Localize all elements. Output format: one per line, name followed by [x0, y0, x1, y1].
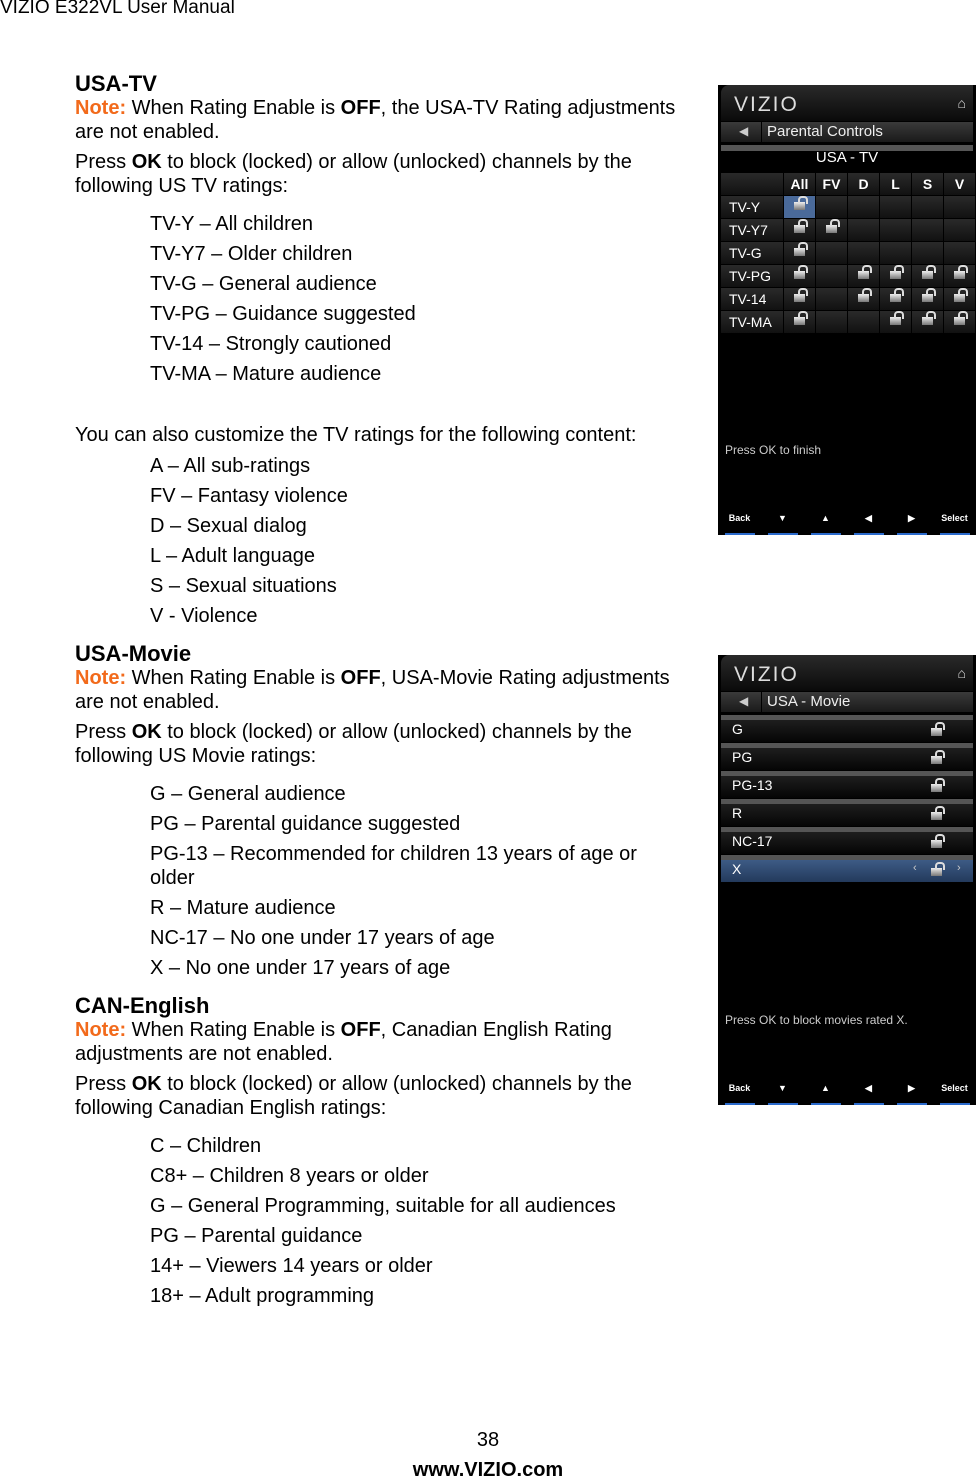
unlocked-icon — [826, 225, 837, 233]
grid-cell[interactable] — [784, 288, 815, 310]
unlocked-icon — [890, 294, 901, 302]
grid-cell[interactable] — [784, 242, 815, 264]
grid-cell[interactable] — [944, 196, 975, 218]
unlocked-icon — [858, 294, 869, 302]
rating-item: TV-Y – All children — [150, 213, 314, 235]
ok-text: OK — [131, 721, 162, 743]
remote-button[interactable]: ▶ — [897, 513, 927, 535]
rating-label: PG-13 — [732, 777, 773, 793]
remote-button[interactable]: ◀ — [854, 1083, 884, 1105]
rating-item: R – Mature audience — [150, 897, 336, 919]
note-label: Note: — [75, 97, 127, 119]
remote-button[interactable]: Select — [940, 513, 970, 535]
grid-cell[interactable] — [848, 265, 879, 287]
rating-item: C8+ – Children 8 years or older — [150, 1165, 429, 1187]
row-label: TV-Y — [721, 196, 783, 218]
column-header: D — [848, 173, 879, 195]
unlocked-icon — [858, 271, 869, 279]
content-item: A – All sub-ratings — [150, 455, 311, 477]
off-text: OFF — [340, 667, 381, 689]
tv-screen-usa-movie — [718, 655, 976, 1105]
breadcrumb[interactable]: ◀ USA - Movie — [721, 692, 973, 712]
rating-label: NC-17 — [732, 833, 773, 849]
grid-row — [721, 219, 976, 241]
breadcrumb[interactable]: ◀ Parental Controls — [721, 122, 973, 142]
unlocked-icon — [931, 868, 942, 876]
ok-text: OK — [131, 1073, 162, 1095]
content-item: FV – Fantasy violence — [150, 485, 348, 507]
grid-cell[interactable] — [912, 265, 943, 287]
note-text: When Rating Enable is — [126, 97, 341, 119]
right-arrow-icon[interactable]: › — [957, 862, 961, 874]
content-item: S – Sexual situations — [150, 575, 337, 597]
rating-item: TV-G – General audience — [150, 273, 377, 295]
grid-cell[interactable] — [848, 196, 879, 218]
grid-row — [721, 242, 976, 264]
unlocked-icon — [794, 202, 805, 210]
row-label: TV-G — [721, 242, 783, 264]
grid-cell[interactable] — [880, 196, 911, 218]
rating-item: TV-14 – Strongly cautioned — [150, 333, 392, 355]
grid-cell[interactable] — [880, 311, 911, 333]
content-item: V - Violence — [150, 605, 258, 627]
grid-cell[interactable] — [784, 196, 815, 218]
remote-button[interactable]: Select — [940, 1083, 970, 1105]
custom-paragraph: You can also customize the TV ratings for the following content: — [75, 424, 637, 446]
column-header: V — [944, 173, 975, 195]
rating-item: TV-Y7 – Older children — [150, 243, 353, 265]
tv-screen-usa-tv — [718, 85, 976, 535]
note-text: When Rating Enable is — [126, 667, 341, 689]
note-paragraph — [75, 96, 700, 144]
instruction-text: Press — [75, 1073, 132, 1095]
grid-row — [721, 265, 976, 287]
grid-cell[interactable] — [784, 265, 815, 287]
movie-rating-row[interactable] — [721, 827, 973, 854]
page-header: VIZIO E322VL User Manual — [0, 0, 235, 18]
movie-rating-row[interactable] — [721, 715, 973, 742]
screen-subtitle: USA - TV — [815, 149, 879, 166]
home-icon[interactable]: ⌂ — [957, 95, 966, 111]
usa-tv-heading: USA-TV — [75, 71, 157, 96]
note-paragraph — [75, 1018, 700, 1066]
grid-cell[interactable] — [912, 311, 943, 333]
remote-button[interactable]: ▼ — [768, 513, 798, 535]
button-bar — [718, 507, 976, 535]
movie-rating-row[interactable] — [721, 855, 973, 882]
page-number: 38 — [476, 1429, 500, 1451]
rating-item: 18+ – Adult programming — [150, 1285, 375, 1307]
unlocked-icon — [922, 317, 933, 325]
grid-cell[interactable] — [848, 288, 879, 310]
status-text: Press OK to finish — [725, 443, 822, 457]
rating-item: C – Children — [150, 1135, 262, 1157]
grid-cell[interactable] — [944, 242, 975, 264]
column-header: FV — [816, 173, 847, 195]
remote-button[interactable]: Back — [725, 513, 755, 535]
remote-button[interactable]: Back — [725, 1083, 755, 1105]
instruction-text: to block (locked) or allow (unlocked) channels by the following Canadian English ratings: — [75, 1073, 632, 1119]
unlocked-icon — [794, 225, 805, 233]
unlocked-icon — [931, 812, 942, 820]
back-arrow-icon[interactable]: ◀ — [739, 694, 749, 708]
row-label: TV-MA — [721, 311, 783, 333]
unlocked-icon — [922, 271, 933, 279]
column-header: S — [912, 173, 943, 195]
vizio-logo: VIZIO — [734, 663, 799, 686]
note-text: , USA-Movie Rating adjustments are not enabled. — [75, 667, 670, 713]
movie-rating-row[interactable] — [721, 799, 973, 826]
unlocked-icon — [794, 294, 805, 302]
rating-label: G — [732, 721, 743, 737]
grid-cell[interactable] — [880, 219, 911, 241]
can-english-section — [75, 994, 700, 1120]
remote-button[interactable]: ▲ — [811, 1083, 841, 1105]
note-text: , the USA-TV Rating adjustments are not enabled. — [75, 97, 676, 143]
row-label: TV-14 — [721, 288, 783, 310]
unlocked-icon — [922, 294, 933, 302]
grid-cell[interactable] — [816, 196, 847, 218]
grid-cell[interactable] — [880, 265, 911, 287]
instruction-paragraph — [75, 720, 700, 768]
grid-row — [721, 311, 976, 333]
rating-label: X — [732, 861, 742, 877]
vizio-logo: VIZIO — [734, 93, 799, 116]
column-header: L — [880, 173, 911, 195]
unlocked-icon — [794, 271, 805, 279]
note-text: When Rating Enable is — [126, 1019, 341, 1041]
remote-button[interactable]: ▶ — [897, 1083, 927, 1105]
grid-cell[interactable] — [848, 219, 879, 241]
rating-item: PG-13 – Recommended for children 13 years of age or older — [150, 843, 637, 889]
grid-cell[interactable] — [912, 288, 943, 310]
rating-grid — [721, 173, 976, 334]
remote-button[interactable]: ▲ — [811, 513, 841, 535]
unlocked-icon — [954, 294, 965, 302]
unlocked-icon — [794, 317, 805, 325]
note-text: , Canadian English Rating adjustments are not enabled. — [75, 1019, 612, 1065]
button-bar — [718, 1077, 976, 1105]
left-arrow-icon[interactable]: ‹ — [913, 862, 917, 874]
status-text: Press OK to block movies rated X. — [725, 1013, 908, 1027]
grid-cell[interactable] — [944, 311, 975, 333]
rating-item: PG – Parental guidance suggested — [150, 813, 461, 835]
grid-cell[interactable] — [912, 242, 943, 264]
rating-label: R — [732, 805, 743, 821]
off-text: OFF — [340, 1019, 381, 1041]
grid-cell[interactable] — [880, 288, 911, 310]
grid-cell[interactable] — [944, 265, 975, 287]
unlocked-icon — [931, 756, 942, 764]
unlocked-icon — [954, 317, 965, 325]
rating-item: X – No one under 17 years of age — [150, 957, 451, 979]
grid-cell[interactable] — [816, 242, 847, 264]
instruction-text: to block (locked) or allow (unlocked) channels by the following US TV ratings: — [75, 151, 632, 197]
instruction-text: to block (locked) or allow (unlocked) channels by the following US Movie ratings: — [75, 721, 632, 767]
unlocked-icon — [931, 728, 942, 736]
remote-button[interactable]: ◀ — [854, 513, 884, 535]
footer-url[interactable]: www.VIZIO.com — [412, 1459, 564, 1479]
grid-cell[interactable] — [912, 219, 943, 241]
rating-item: NC-17 – No one under 17 years of age — [150, 927, 495, 949]
unlocked-icon — [794, 248, 805, 256]
grid-cell[interactable] — [944, 219, 975, 241]
grid-cell[interactable] — [816, 311, 847, 333]
grid-cell[interactable] — [944, 288, 975, 310]
grid-row — [721, 288, 976, 310]
note-label: Note: — [75, 667, 127, 689]
unlocked-icon — [931, 784, 942, 792]
grid-corner — [721, 173, 783, 195]
column-header: All — [784, 173, 815, 195]
home-icon[interactable]: ⌂ — [957, 665, 966, 681]
unlocked-icon — [890, 271, 901, 279]
note-label: Note: — [75, 1019, 127, 1041]
grid-cell[interactable] — [816, 219, 847, 241]
rating-item: 14+ – Viewers 14 years or older — [150, 1255, 433, 1277]
usa-movie-section — [75, 642, 700, 768]
grid-cell[interactable] — [880, 242, 911, 264]
unlocked-icon — [931, 840, 942, 848]
grid-cell[interactable] — [848, 242, 879, 264]
content-item: D – Sexual dialog — [150, 515, 307, 537]
rating-item: G – General Programming, suitable for all audiences — [150, 1195, 616, 1217]
instruction-text: Press — [75, 721, 132, 743]
grid-header-row — [721, 173, 976, 195]
grid-cell[interactable] — [816, 288, 847, 310]
ok-text: OK — [131, 151, 162, 173]
instruction-paragraph — [75, 1072, 700, 1120]
row-label: TV-Y7 — [721, 219, 783, 241]
grid-cell[interactable] — [816, 265, 847, 287]
unlocked-icon — [954, 271, 965, 279]
rating-item: PG – Parental guidance — [150, 1225, 363, 1247]
instruction-paragraph — [75, 150, 700, 198]
movie-rating-row[interactable] — [721, 771, 973, 798]
back-arrow-icon[interactable]: ◀ — [739, 124, 749, 138]
usa-tv-section — [75, 72, 700, 198]
rating-item: G – General audience — [150, 783, 346, 805]
grid-cell[interactable] — [784, 219, 815, 241]
instruction-text: Press — [75, 151, 132, 173]
off-text: OFF — [340, 97, 381, 119]
can-english-heading: CAN-English — [75, 993, 210, 1018]
movie-rating-row[interactable] — [721, 743, 973, 770]
content-item: L – Adult language — [150, 545, 315, 567]
rating-item: TV-MA – Mature audience — [150, 363, 382, 385]
rating-item: TV-PG – Guidance suggested — [150, 303, 416, 325]
grid-cell[interactable] — [848, 311, 879, 333]
rating-label: PG — [732, 749, 753, 765]
grid-cell[interactable] — [912, 196, 943, 218]
row-label: TV-PG — [721, 265, 783, 287]
usa-movie-heading: USA-Movie — [75, 641, 192, 666]
grid-row — [721, 196, 976, 218]
grid-cell[interactable] — [784, 311, 815, 333]
unlocked-icon — [890, 317, 901, 325]
note-paragraph — [75, 666, 700, 714]
remote-button[interactable]: ▼ — [768, 1083, 798, 1105]
